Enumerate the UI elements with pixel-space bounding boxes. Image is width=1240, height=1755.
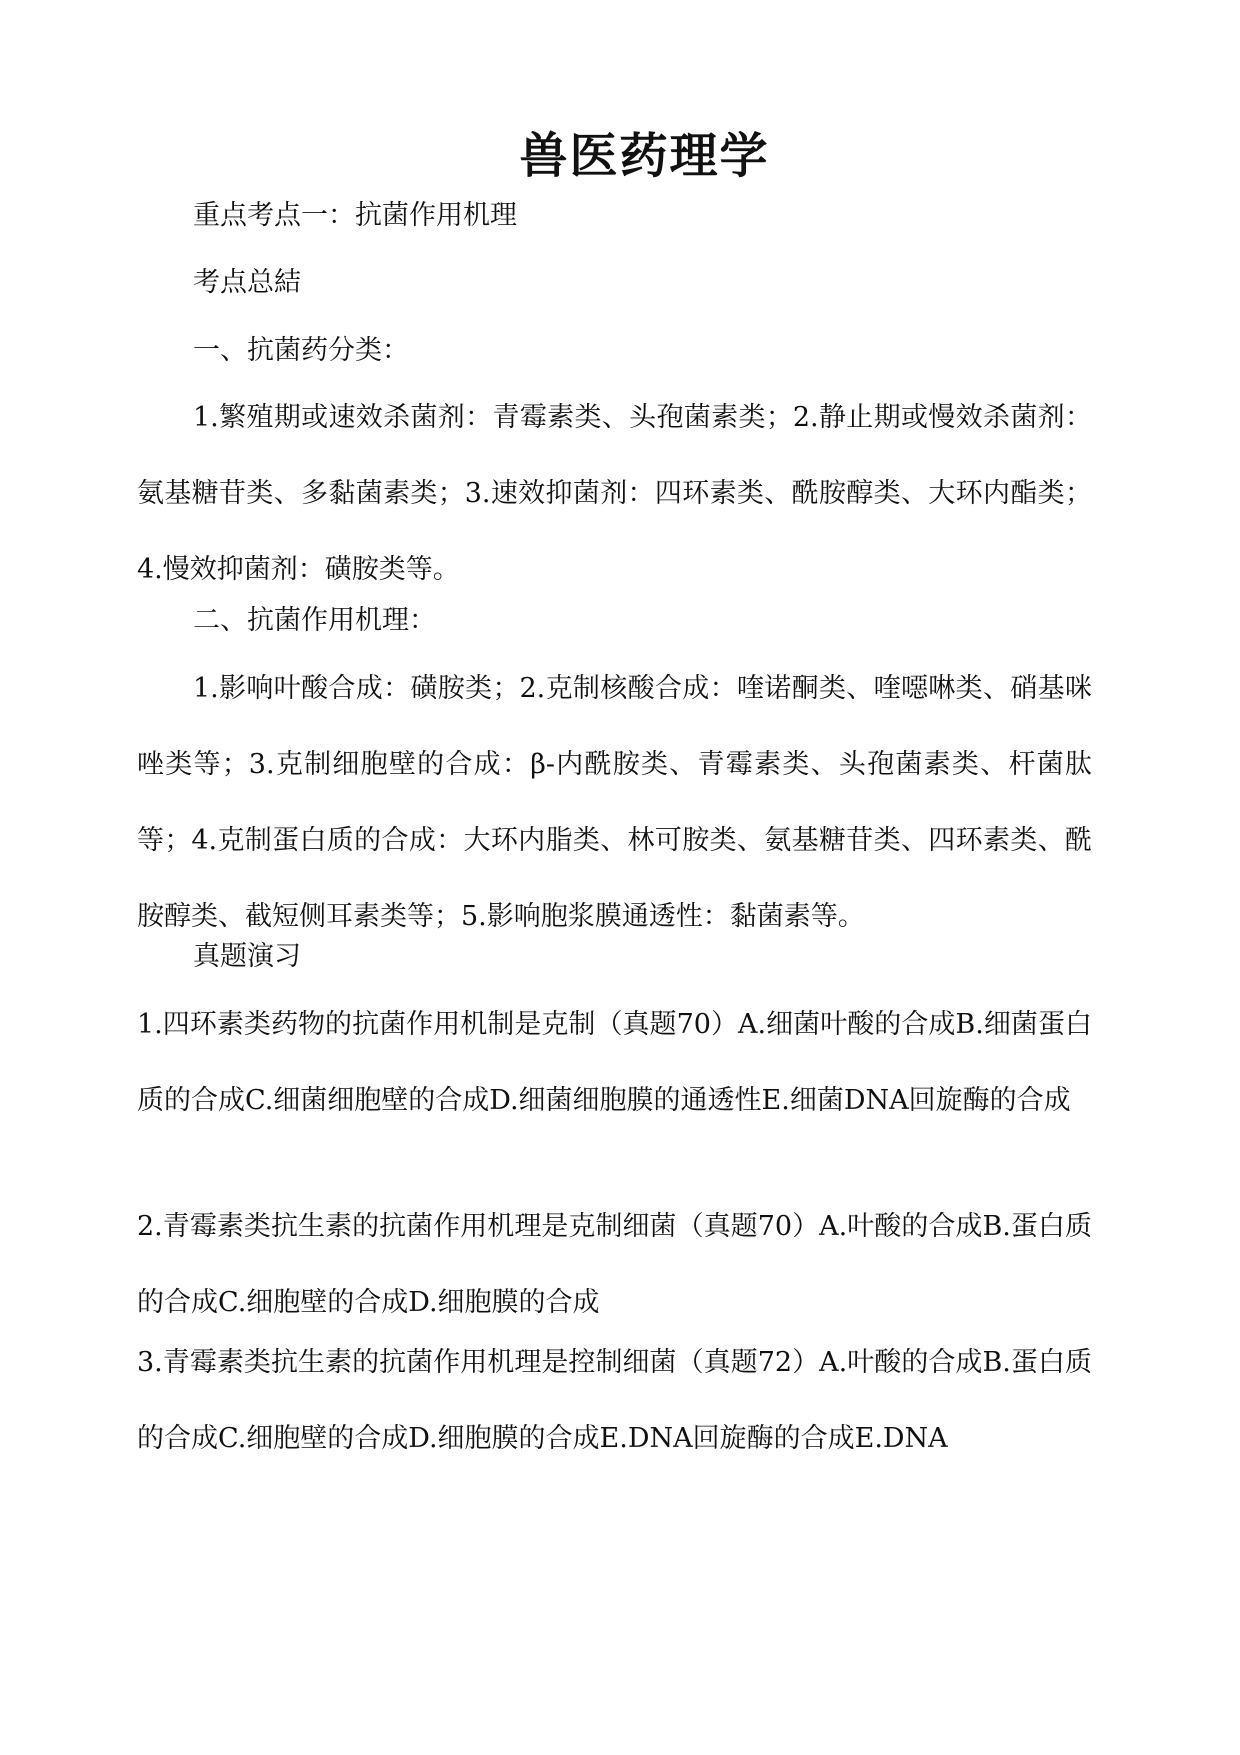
document-title: 兽医药理学 bbox=[519, 128, 770, 185]
question-1: 1.四环素类药物的抗菌作用机制是克制（真题70）A.细菌叶酸的合成B.细菌蛋白质的合成C.细菌细胞壁的合成D.细菌细胞膜的通透性E.细菌DNA回旋酶的合成 bbox=[137, 1009, 1092, 1116]
section-heading-key-point-1: 重点考点一：抗菌作用机理 bbox=[193, 200, 517, 231]
classification-heading: 一、抗菌药分类： bbox=[193, 335, 409, 366]
document-page bbox=[137, 0, 1092, 1755]
question-2: 2.青霉素类抗生素的抗菌作用机理是克制细菌（真题70）A.叶酸的合成B.蛋白质的合成C.细胞壁的合成D.细胞膜的合成 bbox=[137, 1211, 1092, 1318]
mechanism-heading: 二、抗菌作用机理： bbox=[193, 605, 436, 636]
summary-heading: 考点总結 bbox=[193, 267, 301, 298]
practice-heading: 真题演习 bbox=[193, 941, 301, 972]
mechanism-paragraph: 1.影响叶酸合成：磺胺类；2.克制核酸合成：喹诺酮类、喹噁啉类、硝基咪唑类等；3.克制细胞壁的合成：β-内酰胺类、青霉素类、头孢菌素类、杆菌肽等；4.克制蛋白质的合成：大环内脂类、林可胺类、氨基糖苷类、四环素类、酰胺醇类、截短侧耳素类等；5.影响胞浆膜通透性：黏菌素等。 bbox=[137, 673, 1092, 932]
question-3: 3.青霉素类抗生素的抗菌作用机理是控制细菌（真题72）A.叶酸的合成B.蛋白质的合成C.细胞壁的合成D.细胞膜的合成E.DNA回旋酶的合成E.DNA bbox=[137, 1347, 1092, 1454]
classification-paragraph: 1.繁殖期或速效杀菌剂：青霉素类、头孢菌素类；2.静止期或慢效杀菌剂：氨基糖苷类、多黏菌素类；3.速效抑菌剂：四环素类、酰胺醇类、大环内酯类；4.慢效抑菌剂：磺胺类等。 bbox=[137, 402, 1092, 585]
